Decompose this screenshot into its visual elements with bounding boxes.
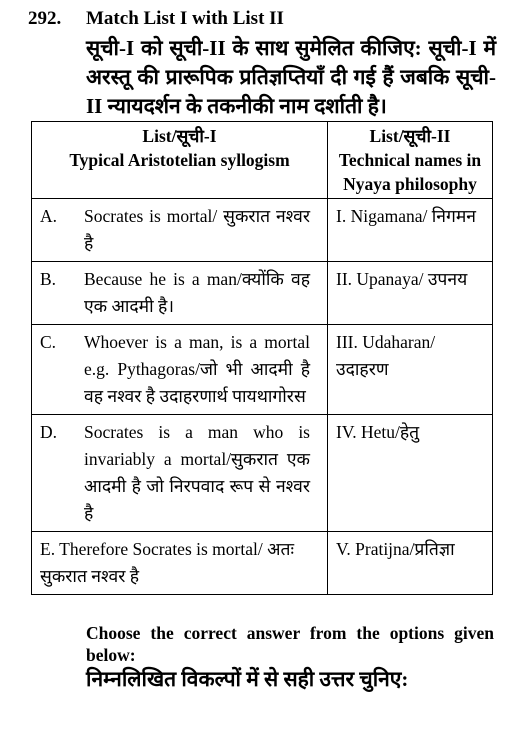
question-intro-hindi: सूची-I को सूची-II के साथ सुमेलित कीजिए: सूची-I में अरस्तू की प्रारूपिक प्रतिज्ञप्तियाँ दी गई हैं जबकि सूची-II न्यायदर्शन के तकनीकी नाम दर्शाती है। (86, 36, 496, 118)
list1-item (32, 325, 328, 415)
list1-item: E. Therefore Socrates is mortal/ अतः सुकरात नश्वर है (32, 532, 328, 595)
list2-item: III. Udaharan/ उदाहरण (328, 325, 493, 415)
item-label: B. (40, 269, 57, 289)
table-header-row (32, 122, 493, 199)
table-row (32, 415, 493, 532)
item-text: Whoever is a man, is a mortal e.g. Pythagoras/जो भी आदमी है वह नश्वर है उदाहरणार्थ पायथागोरस (84, 332, 310, 406)
question-number: 292. (28, 8, 62, 29)
list1-item (32, 262, 328, 325)
item-label: D. (40, 422, 58, 442)
list1-title: List/सूची-I (142, 126, 217, 146)
list2-item: IV. Hetu/हेतु (328, 415, 493, 532)
question-title: Match List I with List II (86, 8, 284, 29)
list1-item (32, 415, 328, 532)
table-row (32, 199, 493, 262)
item-label: A. (40, 206, 58, 226)
item-text: Socrates is mortal/ सुकरात नश्वर है (84, 206, 310, 253)
instruction-english: Choose the correct answer from the options given below: (86, 623, 494, 665)
item-text: Because he is a man/क्योंकि वह एक आदमी है। (84, 269, 310, 316)
list2-item: II. Upanaya/ उपनय (328, 262, 493, 325)
list1-item (32, 199, 328, 262)
table-row (32, 532, 493, 595)
match-table (31, 121, 493, 595)
list2-item: V. Pratijna/प्रतिज्ञा (328, 532, 493, 595)
instruction-hindi: निम्नलिखित विकल्पों में से सही उत्तर चुनिए: (86, 667, 409, 691)
question-header (28, 8, 284, 30)
list2-item: I. Nigamana/ निगमन (328, 199, 493, 262)
list2-header (328, 122, 493, 199)
list1-subtitle: Typical Aristotelian syllogism (69, 150, 290, 170)
list2-subtitle: Technical names in Nyaya philosophy (338, 150, 482, 194)
table-row (32, 262, 493, 325)
list2-title: List/सूची-II (369, 126, 451, 146)
table-row (32, 325, 493, 415)
item-text: Socrates is a man who is invariably a mortal/सुकरात एक आदमी है जो निरपवाद रूप से नश्वर है (84, 422, 310, 523)
item-label: C. (40, 332, 57, 352)
list1-header (32, 122, 328, 199)
